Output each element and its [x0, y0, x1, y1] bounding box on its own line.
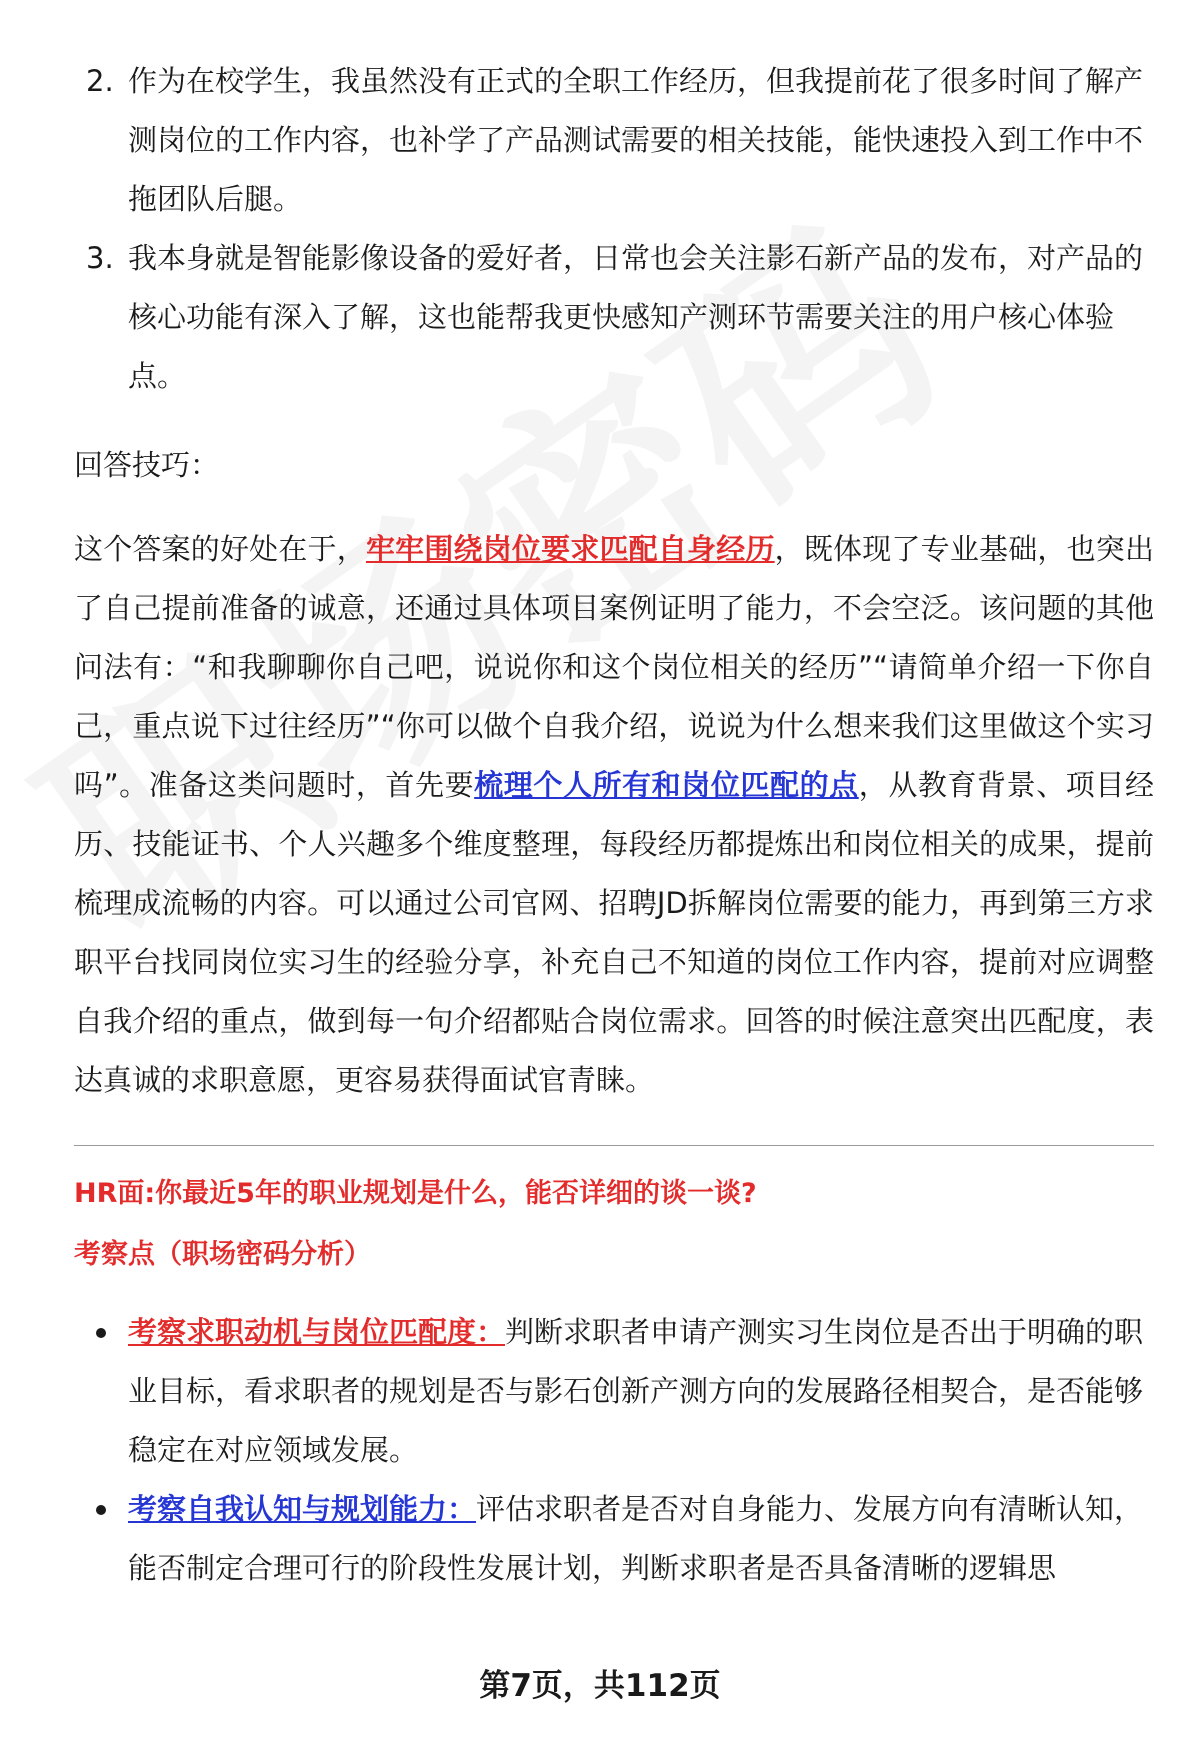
- bullet-text: 评估求职者是否对自身能力、发展方向有清晰认知，能否制定合理可行的阶段性发展计划，判断求职者是否具备清晰的逻辑思: [128, 1492, 1144, 1585]
- list-item: [74, 229, 1154, 406]
- page-number-footer: 第7页，共112页: [479, 1668, 721, 1704]
- answer-tips-body: [74, 520, 1154, 1110]
- highlight-red: 牢牢围绕岗位要求匹配自身经历: [365, 532, 775, 566]
- bullet-label: 考察求职动机与岗位匹配度：: [128, 1315, 506, 1349]
- bullet-item: [74, 1480, 1154, 1598]
- bullet-text: 判断求职者申请产测实习生岗位是否出于明确的职业目标，看求职者的规划是否与影石创新产测方向的发展路径相契合，是否能够稳定在对应领域发展。: [128, 1315, 1144, 1467]
- bullet-dot-icon: [96, 1328, 106, 1338]
- page-content: [74, 52, 1154, 1598]
- bullet-label: 考察自我认知与规划能力：: [128, 1492, 477, 1526]
- section-divider: [74, 1145, 1154, 1146]
- bullet-item: [74, 1303, 1154, 1480]
- numbered-list: [74, 52, 1154, 406]
- list-item-text: 我本身就是智能影像设备的爱好者，日常也会关注影石新产品的发布，对产品的核心功能有深入了解，这也能帮我更快感知产测环节需要关注的用户核心体验点。: [128, 241, 1144, 393]
- bullet-list: [74, 1303, 1154, 1598]
- list-item: [74, 52, 1154, 229]
- section-title: 考察点（职场密码分析）: [74, 1239, 371, 1270]
- list-number: 2.: [86, 64, 114, 98]
- interview-question: HR面:你最近5年的职业规划是什么，能否详细的谈一谈?: [74, 1178, 757, 1209]
- highlight-blue: 梳理个人所有和岗位匹配的点: [474, 768, 859, 802]
- list-number: 3.: [86, 241, 114, 275]
- tips-text: ，从教育背景、项目经历、技能证书、个人兴趣多个维度整理，每段经历都提炼出和岗位相关的成果，提前梳理成流畅的内容。可以通过公司官网、招聘JD拆解岗位需要的能力，再到第三方求职平台找同岗位实习生的经验分享，补充自己不知道的岗位工作内容，提前对应调整自我介绍的重点，做到每一句介绍都贴合岗位需求。回答的时候注意突出匹配度，表达真诚的求职意愿，更容易获得面试官青睐。: [74, 768, 1154, 1097]
- tips-text: 这个答案的好处在于，: [74, 532, 366, 566]
- tips-text: ，既体现了专业基础，也突出了自己提前准备的诚意，还通过具体项目案例证明了能力，不会空泛。该问题的其他问法有：“和我聊聊你自己吧，说说你和这个岗位相关的经历”“请简单介绍一下你自己，重点说下过往经历”“你可以做个自我介绍，说说为什么想来我们这里做这个实习吗”。准备这类问题时，首先要: [74, 532, 1154, 802]
- bullet-dot-icon: [96, 1505, 106, 1515]
- list-item-text: 作为在校学生，我虽然没有正式的全职工作经历，但我提前花了很多时间了解产测岗位的工作内容，也补学了产品测试需要的相关技能，能快速投入到工作中不拖团队后腿。: [128, 64, 1144, 216]
- answer-tips-label: 回答技巧：: [74, 448, 220, 482]
